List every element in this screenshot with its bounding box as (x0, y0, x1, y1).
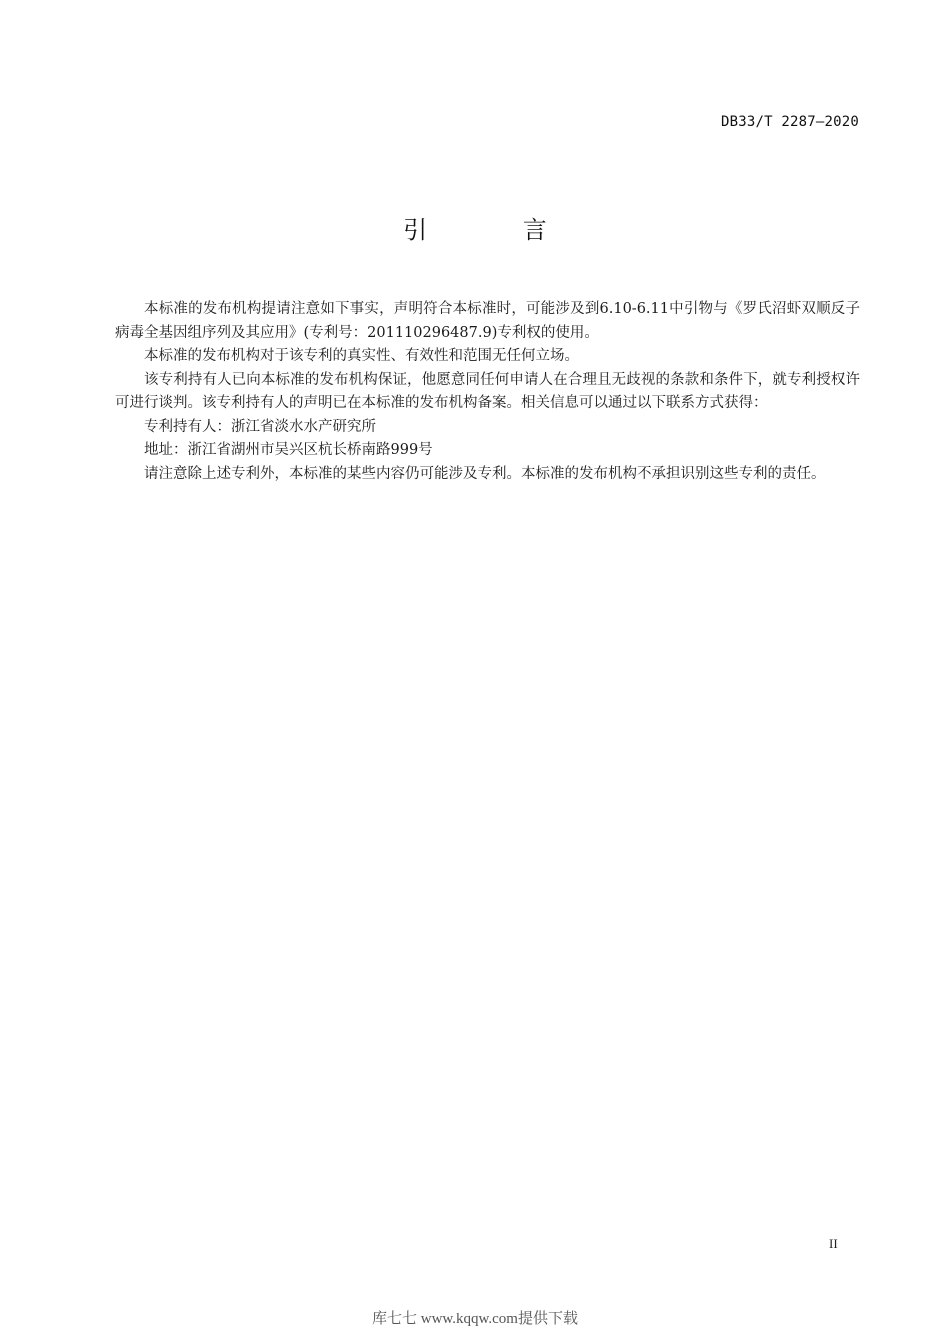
paragraph-disclaimer: 请注意除上述专利外，本标准的某些内容仍可能涉及专利。本标准的发布机构不承担识别这些专利的责任。 (144, 465, 826, 482)
paragraph-licensing: 该专利持有人已向本标准的发布机构保证，他愿意同任何申请人在合理且无歧视的条款和条件下，就专利授权许可进行谈判。该专利持有人的声明已在本标准的发布机构备案。相关信息可以通过以下联系方式获得： (115, 371, 860, 411)
paragraph-no-position: 本标准的发布机构对于该专利的真实性、有效性和范围无任何立场。 (144, 348, 579, 364)
section-title: 引 言 (403, 216, 591, 244)
download-footer: 库七七 www.kqqw.com提供下载 (372, 1311, 578, 1327)
paragraph-patent-holder: 专利持有人：浙江省淡水水产研究所 (144, 418, 376, 435)
document-body (115, 298, 860, 486)
standard-code: DB33/T 2287—2020 (720, 114, 859, 130)
paragraph-address: 地址：浙江省湖州市吴兴区杭长桥南路999号 (144, 442, 433, 458)
page-number: II (829, 1236, 838, 1251)
paragraph-patent-notice: 本标准的发布机构提请注意如下事实，声明符合本标准时，可能涉及到6.10-6.11中引物与《罗氏沼虾双顺反子病毒全基因组序列及其应用》(专利号：201110296487.9)专利权的使用。 (115, 301, 860, 341)
